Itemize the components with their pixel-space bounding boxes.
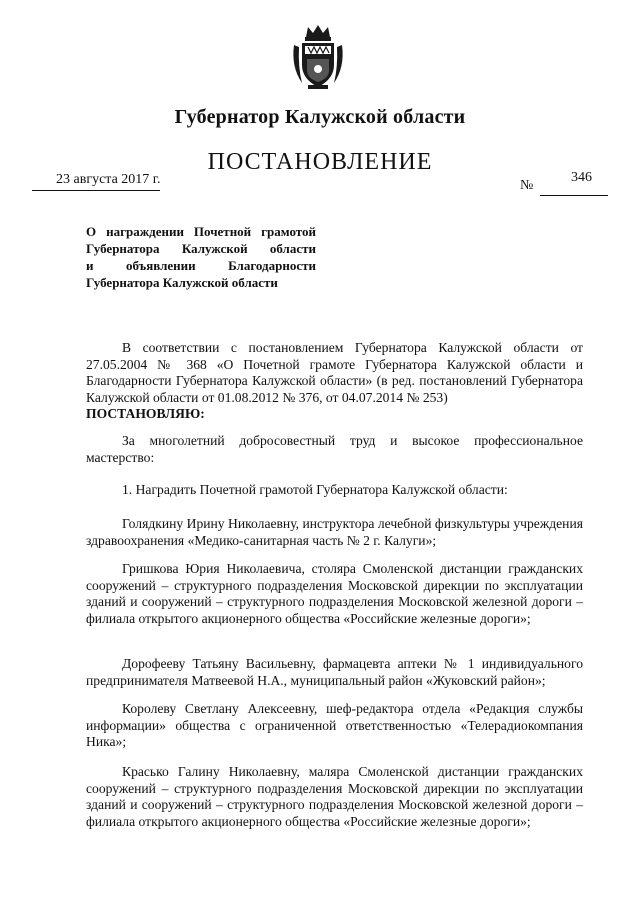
subject-line: Губернатора Калужской области xyxy=(86,275,278,290)
date-underline xyxy=(32,190,160,191)
awardee-paragraph: Королеву Светлану Алексеевну, шеф-редактора отдела «Редакция службы информации» общества с ограниченной ответственностью «Телерадиокомпания Ника»; xyxy=(86,701,583,749)
item-1-heading: 1. Наградить Почетной грамотой Губернатора Калужской области: xyxy=(122,482,508,497)
awardee-paragraph: Гришкова Юрия Николаевича, столяра Смоленской дистанции гражданских сооружений – структурного подразделения Московской дирекции по эксплуатации зданий и сооружений – структурного подразделения Московской железной дороги – филиала открытого акционерного общества «Российские железные дороги»; xyxy=(86,561,583,626)
preamble-block xyxy=(86,340,583,423)
number-underline xyxy=(540,195,608,196)
awardee-paragraph: Красько Галину Николаевну, маляра Смоленской дистанции гражданских сооружений – структурного подразделения Московской дирекции по эксплуатации зданий и сооружений – структурного подразделения Московской железной дороги – филиала открытого акционерного общества «Российские железные дороги»; xyxy=(86,764,583,829)
preamble-text: В соответствии с постановлением Губернатора Калужской области от 27.05.2004 № 368 «О Почетной грамоте Губернатора Калужской области и Благодарности Губернатора Калужской области» (в ред. постановлений Губернатора Калужской области от 01.08.2012 № 376, от 04.07.2014 № 253) xyxy=(86,340,583,405)
subject-line: и объявлении Благодарности xyxy=(86,258,316,273)
document-type: ПОСТАНОВЛЕНИЕ xyxy=(207,149,433,175)
subject-line: Губернатора Калужской области xyxy=(86,241,316,256)
document-number: 346 xyxy=(571,170,592,185)
decree-word: ПОСТАНОВЛЯЮ: xyxy=(86,406,205,421)
document-date: 23 августа 2017 г. xyxy=(56,172,161,187)
document-subject xyxy=(86,223,316,291)
authority-title: Губернатор Калужской области xyxy=(174,106,466,128)
awardee-paragraph: Дорофееву Татьяну Васильевну, фармацевта аптеки № 1 индивидуального предпринимателя Матвеевой Н.А., муниципальный район «Жуковский район»; xyxy=(86,656,583,688)
coat-of-arms-icon xyxy=(290,23,346,91)
awardee-paragraph: Голядкину Ирину Николаевну, инструктора лечебной физкультуры учреждения здравоохранения «Медико-санитарная часть № 2 г. Калуги»; xyxy=(86,516,583,548)
intro-paragraph: За многолетний добросовестный труд и высокое профессиональное мастерство: xyxy=(86,433,583,465)
number-sign: № xyxy=(520,178,534,193)
subject-line: О награждении Почетной грамотой xyxy=(86,224,316,239)
